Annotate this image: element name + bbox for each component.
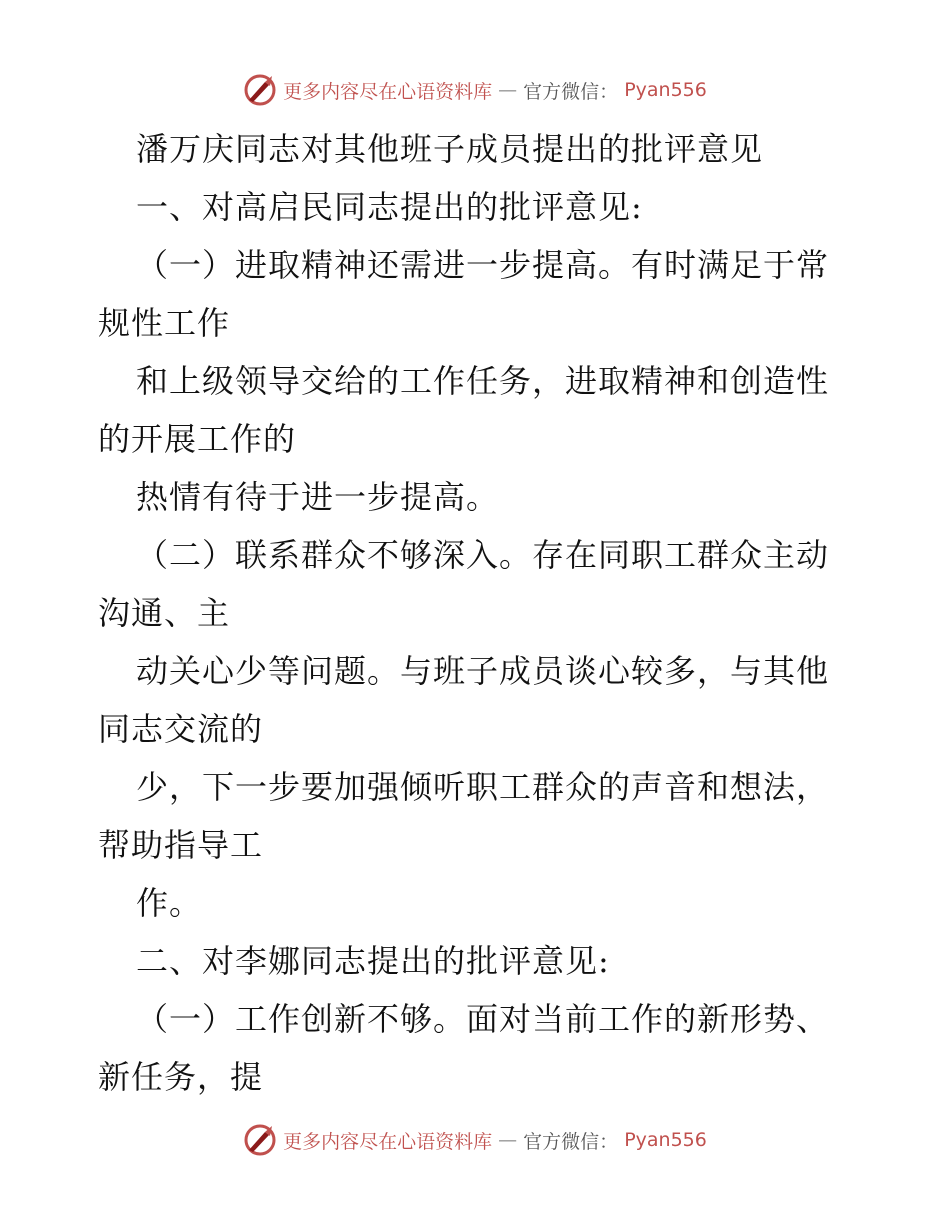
section-heading-1: 一、对高启民同志提出的批评意见: [136,188,643,226]
paragraph-line: 热情有待于进一步提高。 [136,478,500,516]
paragraph-line: 动关心少等问题。与班子成员谈心较多，与其他 [136,652,830,690]
watermark-banner-top [0,70,950,110]
paragraph-line: （二）联系群众不够深入。存在同职工群众主动 [136,536,830,574]
section-heading-2: 二、对李娜同志提出的批评意见: [136,942,610,980]
paragraph-line: 新任务，提 [98,1058,264,1096]
paragraph-line: （一）工作创新不够。面对当前工作的新形势、 [136,1000,830,1038]
document-title: 潘万庆同志对其他班子成员提出的批评意见 [136,130,764,168]
paragraph-line: 同志交流的 [98,710,264,748]
paragraph-line: 沟通、主 [98,594,231,632]
banner-text: 更多内容尽在心语资料库 [283,80,493,103]
banner-wechat-id: Pyan556 [624,1129,707,1151]
banner-dash: — [498,1129,518,1151]
quill-logo-icon [243,1123,277,1157]
paragraph-line: 帮助指导工 [98,826,264,864]
quill-logo-icon [243,73,277,107]
banner-dash: — [498,79,518,101]
paragraph-line: 和上级领导交给的工作任务，进取精神和创造性 [136,362,830,400]
document-body [98,120,858,1106]
banner-text: 更多内容尽在心语资料库 [283,1130,493,1153]
watermark-banner-bottom [0,1120,950,1160]
paragraph-line: （一）进取精神还需进一步提高。有时满足于常 [136,246,830,284]
paragraph-line: 作。 [136,884,203,922]
banner-wechat-label: 官方微信： [523,80,619,103]
banner-wechat-label: 官方微信： [523,1130,619,1153]
paragraph-line: 规性工作 [98,304,231,342]
paragraph-line: 的开展工作的 [98,420,297,458]
banner-wechat-id: Pyan556 [624,79,707,101]
paragraph-line: 少，下一步要加强倾听职工群众的声音和想法， [136,768,830,806]
